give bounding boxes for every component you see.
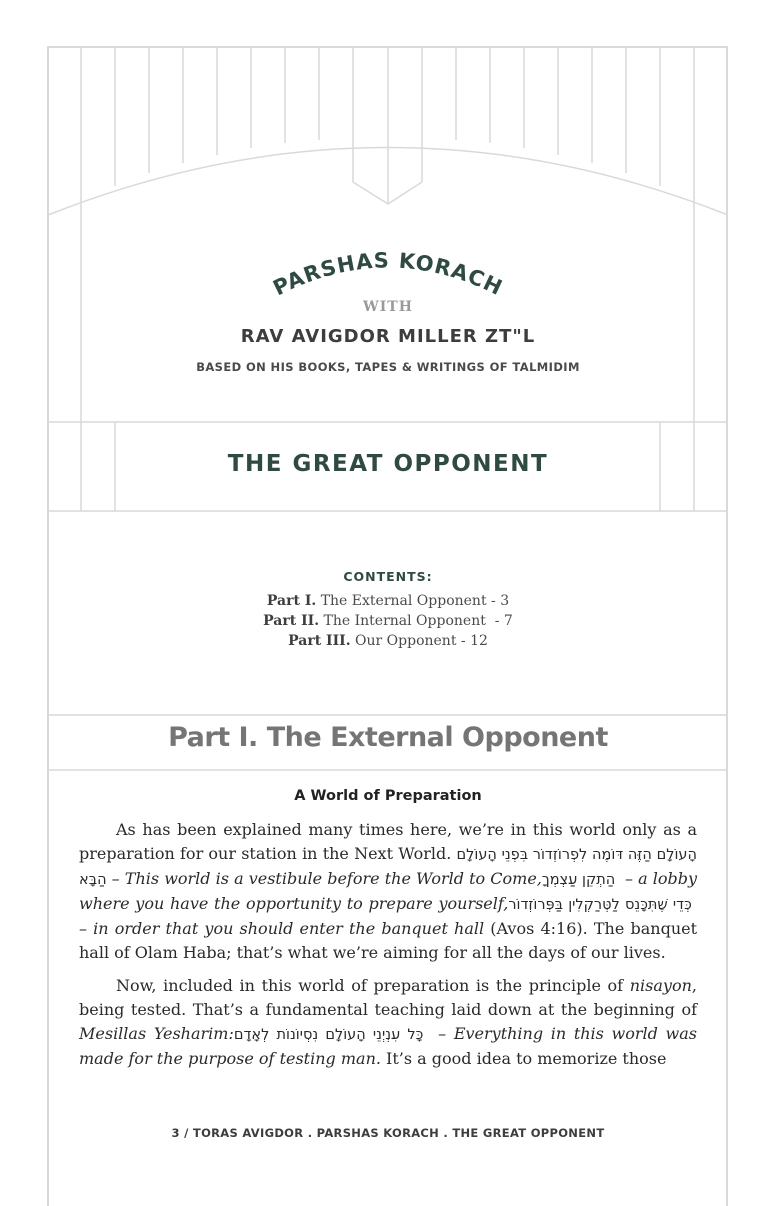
contents-item-text: The Internal Opponent - 7 — [319, 613, 513, 629]
contents-item-part: Part II. — [263, 613, 320, 629]
translation-run: Everything in this world was made for the purpose of testing man. — [79, 1024, 697, 1068]
translation-run: in order that you should enter the banquet hall — [93, 919, 485, 938]
page-footer: 3 / TORAS AVIGDOR . PARSHAS KORACH . THE GREAT OPPONENT — [171, 1126, 605, 1140]
translation-run: a lobby where you have the opportunity to prepare yourself, — [79, 869, 698, 913]
contents-list — [0, 591, 776, 651]
contents-item[interactable] — [0, 611, 776, 631]
italic-term: Mesillas Yesharim: — [79, 1024, 234, 1043]
hebrew-quote: הָעוֹלָם הַזֶּה דּוֹמֶה לִפְרוֹזְדוֹר בִּפְנֵי הָעוֹלָם הַבָּא — [79, 847, 697, 888]
text-run: , being tested. That’s a fundamental teaching laid down at the beginning of — [79, 976, 697, 1019]
text-run: It’s a good idea to memorize those — [380, 1049, 667, 1068]
parsha-title-arc — [0, 0, 776, 320]
text-run: – — [106, 869, 125, 888]
section-heading: A World of Preparation — [294, 788, 482, 804]
paragraph-2 — [79, 974, 697, 1071]
based-on-line: BASED ON HIS BOOKS, TAPES & WRITINGS OF TALMIDIM — [196, 360, 580, 374]
contents-item-part: Part I. — [266, 593, 317, 609]
contents-item-text: The External Opponent - 3 — [316, 593, 510, 609]
text-run: – — [619, 869, 639, 888]
text-run: (Avos 4:16). The banquet hall of Olam Haba; that’s what we’re aiming for all the days of our lives. — [79, 919, 698, 962]
hebrew-quote: כָּל עִנְיְנֵי הָעוֹלָם נִסְיוֹנוֹת לְאָדָם — [233, 1027, 431, 1043]
contents-item-text: Our Opponent - 12 — [350, 633, 488, 649]
text-run: – — [430, 1024, 454, 1043]
hebrew-quote: כְּדֵי שֶׁתִּכָּנֵס לַטְּרַקְלִין בַּפְּרוֹזְדוֹר — [508, 897, 697, 913]
text-run: As has been explained many times here, we’re in this world only as a preparation for our station in the Next World. — [79, 820, 697, 863]
text-run: Now, included in this world of preparation is the principle of — [116, 976, 630, 995]
contents-heading: CONTENTS: — [343, 569, 433, 584]
italic-term: nisayon — [629, 976, 692, 995]
body-text — [79, 818, 697, 1080]
svg-text:PARSHAS KORACH — [269, 248, 506, 300]
translation-run: This world is a vestibule before the World to Come, — [124, 869, 542, 888]
text-run: – — [79, 919, 94, 938]
with-label: WITH — [363, 299, 413, 315]
contents-item-part: Part III. — [288, 633, 351, 649]
rav-name: RAV AVIGDOR MILLER ZT"L — [240, 326, 536, 347]
paragraph-1 — [79, 818, 697, 965]
contents-item[interactable] — [0, 591, 776, 611]
part-title: Part I. The External Opponent — [168, 722, 608, 753]
contents-item[interactable] — [0, 631, 776, 651]
parsha-title: PARSHAS KORACH — [269, 248, 507, 301]
hebrew-quote: הַתְקֵן עַצְמְךָ — [541, 872, 620, 888]
page-title: THE GREAT OPPONENT — [227, 451, 549, 477]
